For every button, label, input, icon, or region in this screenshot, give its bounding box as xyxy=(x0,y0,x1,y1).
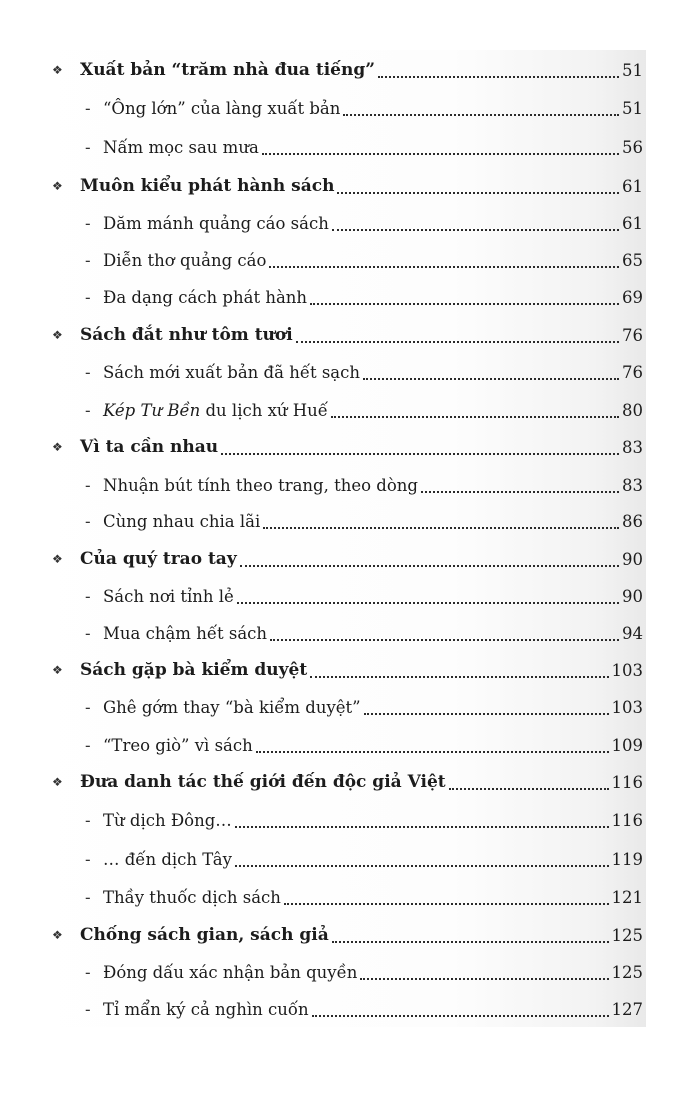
toc-entry-page-number: 116 xyxy=(611,811,643,830)
toc-subsection-entry[interactable] xyxy=(85,841,643,878)
dash-marker: - xyxy=(85,850,91,869)
dash-marker: - xyxy=(85,476,91,495)
toc-entry-page-number: 119 xyxy=(611,850,643,869)
toc-section-entry[interactable] xyxy=(52,168,643,205)
toc-entry-page-number: 80 xyxy=(622,401,643,420)
toc-entry-title: Sách nơi tỉnh lẻ xyxy=(103,587,234,606)
dot-leader xyxy=(331,392,619,429)
dash-marker: - xyxy=(85,363,91,382)
dot-leader xyxy=(310,652,608,689)
toc-entry-title: Mua chậm hết sách xyxy=(103,624,268,643)
toc-entry-page-number: 90 xyxy=(622,550,643,569)
dash-marker: - xyxy=(85,213,91,233)
toc-entry-page-number: 94 xyxy=(622,624,643,643)
toc-subsection-entry[interactable] xyxy=(85,503,643,540)
toc-entry-title: Nấm mọc sau mưa xyxy=(103,138,259,157)
toc-subsection-entry[interactable] xyxy=(85,578,643,615)
diamond-bullet-icon: ❖ xyxy=(52,63,63,77)
toc-entry-page-number: 65 xyxy=(622,251,643,270)
toc-entry-page-number: 69 xyxy=(622,288,643,307)
toc-entry-page-number: 125 xyxy=(611,963,643,982)
toc-subsection-entry[interactable] xyxy=(85,954,643,991)
dash-marker: - xyxy=(85,138,91,157)
toc-entry-page-number: 127 xyxy=(611,1000,643,1019)
toc-entry-page-number: 125 xyxy=(611,926,643,945)
dash-marker: - xyxy=(85,811,91,830)
toc-subsection-entry[interactable] xyxy=(85,354,643,391)
dot-leader xyxy=(270,615,619,652)
toc-entry-page-number: 116 xyxy=(611,773,643,792)
toc-entry-page-number: 103 xyxy=(611,698,643,717)
dash-marker: - xyxy=(85,288,91,307)
toc-entry-page-number: 76 xyxy=(622,326,643,345)
toc-entry-title: “Treo giò” vì sách xyxy=(103,736,253,755)
dash-marker: - xyxy=(85,624,91,643)
dot-leader xyxy=(363,354,619,391)
toc-entry-title: Đóng dấu xác nhận bản quyền xyxy=(103,963,358,982)
toc-entry-title: Dăm mánh quảng cáo sách xyxy=(103,213,329,233)
toc-entry-title xyxy=(103,392,328,429)
toc-subsection-entry[interactable] xyxy=(85,467,643,504)
toc-entry-title: Của quý trao tay xyxy=(80,549,237,569)
toc-subsection-entry[interactable] xyxy=(85,727,643,764)
dot-leader xyxy=(256,727,609,764)
dot-leader xyxy=(240,541,619,578)
toc-entry-page-number: 121 xyxy=(611,888,643,907)
toc-subsection-entry[interactable] xyxy=(85,879,643,916)
dot-leader xyxy=(378,52,619,89)
toc-entry-title: Sách mới xuất bản đã hết sạch xyxy=(103,363,361,382)
toc-entry-page-number: 51 xyxy=(622,61,643,80)
dot-leader xyxy=(284,879,609,916)
toc-entry-title: Sách gặp bà kiểm duyệt xyxy=(80,660,308,680)
dash-marker: - xyxy=(85,963,91,982)
toc-entry-title: Thầy thuốc dịch sách xyxy=(103,888,281,907)
toc-section-entry[interactable] xyxy=(52,764,643,801)
dot-leader xyxy=(237,578,619,615)
diamond-bullet-icon: ❖ xyxy=(52,775,63,789)
toc-subsection-entry[interactable] xyxy=(85,689,643,726)
dot-leader xyxy=(221,429,619,466)
dash-marker: - xyxy=(85,98,91,118)
diamond-bullet-icon: ❖ xyxy=(52,179,63,193)
toc-section-entry[interactable] xyxy=(52,652,643,689)
toc-section-entry[interactable] xyxy=(52,917,643,954)
italic-title-part: Kép Tư Bền xyxy=(103,401,201,420)
toc-subsection-entry[interactable] xyxy=(85,129,643,166)
dot-leader xyxy=(269,242,619,279)
toc-entry-title: Vì ta cần nhau xyxy=(80,437,219,457)
toc-section-entry[interactable] xyxy=(52,429,643,466)
toc-entry-page-number: 76 xyxy=(622,363,643,382)
dash-marker: - xyxy=(85,587,91,606)
title-rest: du lịch xứ Huế xyxy=(200,401,328,420)
toc-entry-page-number: 90 xyxy=(622,587,643,606)
toc-entry-title: Cùng nhau chia lãi xyxy=(103,512,261,531)
toc-entry-page-number: 51 xyxy=(622,98,643,118)
dot-leader xyxy=(332,917,609,954)
dot-leader xyxy=(235,802,609,839)
dot-leader xyxy=(312,991,609,1028)
toc-entry-title: Sách đắt như tôm tươi xyxy=(80,325,293,345)
toc-entry-title: Muôn kiểu phát hành sách xyxy=(80,176,335,196)
toc-entry-page-number: 61 xyxy=(622,213,643,233)
toc-entry-page-number: 83 xyxy=(622,476,643,495)
toc-section-entry[interactable] xyxy=(52,317,643,354)
dash-marker: - xyxy=(85,1000,91,1019)
dash-marker: - xyxy=(85,512,91,531)
dot-leader xyxy=(360,954,608,991)
dash-marker: - xyxy=(85,401,91,420)
dot-leader xyxy=(310,279,619,316)
toc-subsection-entry[interactable] xyxy=(85,802,643,839)
toc-subsection-entry[interactable] xyxy=(85,279,643,316)
toc-section-entry[interactable] xyxy=(52,52,643,89)
dot-leader xyxy=(263,503,619,540)
toc-subsection-entry[interactable] xyxy=(85,242,643,279)
toc-entry-title: “Ông lớn” của làng xuất bản xyxy=(103,98,341,118)
toc-entry-page-number: 61 xyxy=(622,177,643,196)
toc-entry-title: Đa dạng cách phát hành xyxy=(103,288,308,307)
toc-section-entry[interactable] xyxy=(52,541,643,578)
dash-marker: - xyxy=(85,736,91,755)
dot-leader xyxy=(332,205,619,242)
dot-leader xyxy=(262,129,619,166)
toc-entry-title: Từ dịch Đông… xyxy=(103,811,232,830)
toc-entry-title: Tỉ mẩn ký cả nghìn cuốn xyxy=(103,1000,309,1019)
toc-entry-title: Nhuận bút tính theo trang, theo dòng xyxy=(103,476,418,495)
diamond-bullet-icon: ❖ xyxy=(52,663,63,677)
toc-subsection-entry[interactable] xyxy=(85,392,643,429)
diamond-bullet-icon: ❖ xyxy=(52,440,63,454)
diamond-bullet-icon: ❖ xyxy=(52,552,63,566)
toc-entry-page-number: 56 xyxy=(622,138,643,157)
dot-leader xyxy=(343,90,619,127)
dash-marker: - xyxy=(85,251,91,270)
dash-marker: - xyxy=(85,698,91,717)
dot-leader xyxy=(421,467,619,504)
diamond-bullet-icon: ❖ xyxy=(52,928,63,942)
toc-entry-page-number: 86 xyxy=(622,512,643,531)
toc-entry-page-number: 109 xyxy=(611,736,643,755)
diamond-bullet-icon: ❖ xyxy=(52,328,63,342)
dot-leader xyxy=(364,689,609,726)
dash-marker: - xyxy=(85,888,91,907)
toc-subsection-entry[interactable] xyxy=(85,991,643,1028)
toc-subsection-entry[interactable] xyxy=(85,205,643,242)
toc-entry-title: Diễn thơ quảng cáo xyxy=(103,251,267,270)
toc-entry-title: Chống sách gian, sách giả xyxy=(80,925,329,945)
toc-entry-page-number: 83 xyxy=(622,438,643,457)
toc-entry-title: Đưa danh tác thế giới đến độc giả Việt xyxy=(80,772,446,792)
toc-entry-title: … đến dịch Tây xyxy=(103,850,232,869)
toc-entry-title: Ghê gớm thay “bà kiểm duyệt” xyxy=(103,698,361,717)
dot-leader xyxy=(296,317,619,354)
dot-leader xyxy=(449,764,609,801)
toc-entry-title: Xuất bản “trăm nhà đua tiếng” xyxy=(80,60,376,80)
dot-leader xyxy=(235,841,609,878)
toc-entry-page-number: 103 xyxy=(611,661,643,680)
dot-leader xyxy=(337,168,619,205)
toc-subsection-entry[interactable] xyxy=(85,90,643,127)
toc-subsection-entry[interactable] xyxy=(85,615,643,652)
